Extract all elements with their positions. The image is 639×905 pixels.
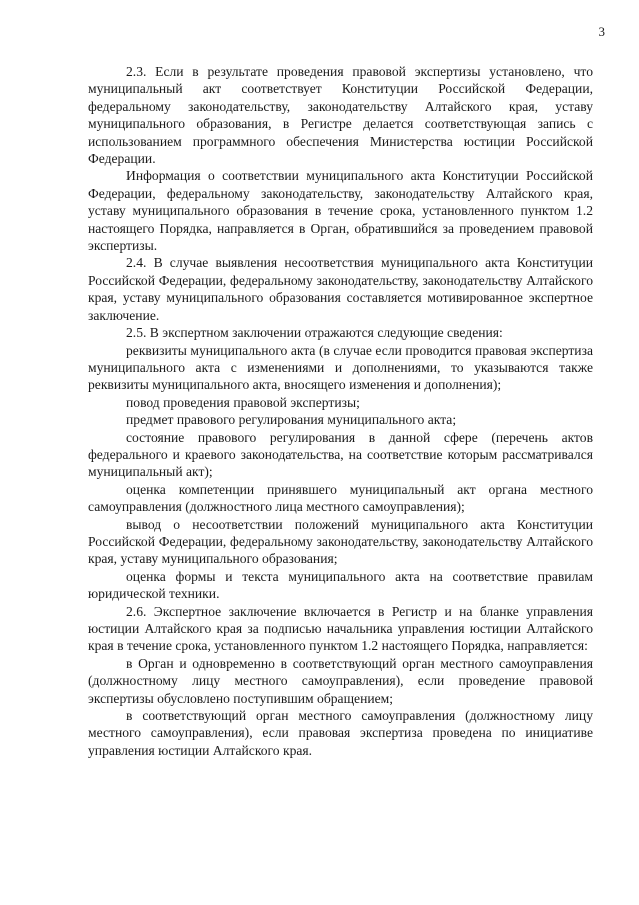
paragraph-2-5: 2.5. В экспертном заключении отражаются следующие сведения: xyxy=(126,325,503,341)
list-item-reason: повод проведения правовой экспертизы; xyxy=(126,394,360,410)
page-number: 3 xyxy=(598,24,605,39)
list-item-organ-recipient: в Орган и одновременно в соответствующий орган местного самоуправления (должностному лицу местного самоуправления), если проведение правовой экспертизы обусловлено поступившим обращением; xyxy=(88,655,593,706)
list-item-nonconformity-conclusion: вывод о несоответствии положений муниципального акта Конституции Российской Федерации, федеральному законодательству, законодательству Алтайского края, уставу муниципального образования; xyxy=(88,516,593,567)
paragraph-2-4: 2.4. В случае выявления несоответствия муниципального акта Конституции Российской Федерации, федеральному законодательству, законодательству Алтайского края, уставу муниципального образования составляется мотивированное экспертное заключение. xyxy=(88,255,593,323)
list-item-act-details: реквизиты муниципального акта (в случае если проводится правовая экспертиза муниципального акта с изменениями и дополнениями, то указываются также реквизиты муниципального акта, вносящего изменения и дополнения); xyxy=(88,342,593,393)
list-item-form-assessment: оценка формы и текста муниципального акта на соответствие правилам юридической техники. xyxy=(88,568,593,602)
document-body xyxy=(88,63,593,759)
list-item-subject: предмет правового регулирования муниципального акта; xyxy=(126,412,457,428)
list-item-competence: оценка компетенции принявшего муниципальный акт органа местного самоуправления (должностного лица местного самоуправления); xyxy=(88,481,593,515)
list-item-self-government-recipient: в соответствующий орган местного самоуправления (должностному лицу местного самоуправления), если правовая экспертиза проведена по инициативе управления юстиции Алтайского края. xyxy=(88,708,593,758)
paragraph-conformity-info: Информация о соответствии муниципального акта Конституции Российской Федерации, федеральному законодательству, законодательству Алтайского края, уставу муниципального образования в течение срока, установленного пунктом 1.2 настоящего Порядка, направляется в Орган, обратившийся за проведением правовой экспертизы. xyxy=(88,168,593,254)
paragraph-2-3: 2.3. Если в результате проведения правовой экспертизы установлено, что муниципальный акт соответствует Конституции Российской Федерации, федеральному законодательству, законодательству Алтайского края, уставу муниципального образования, в Регистре делается соответствующая запись с использованием программного обеспечения Министерства юстиции Российской Федерации. xyxy=(88,64,593,167)
paragraph-2-6: 2.6. Экспертное заключение включается в Регистр и на бланке управления юстиции Алтайского края за подписью начальника управления юстиции Алтайского края в течение срока, установленного пунктом 1.2 настоящего Порядка, направляется: xyxy=(88,603,593,654)
list-item-regulation-state: состояние правового регулирования в данной сфере (перечень актов федерального и краевого законодательства, на соответствие которым рассматривался муниципальный акт); xyxy=(88,429,593,480)
